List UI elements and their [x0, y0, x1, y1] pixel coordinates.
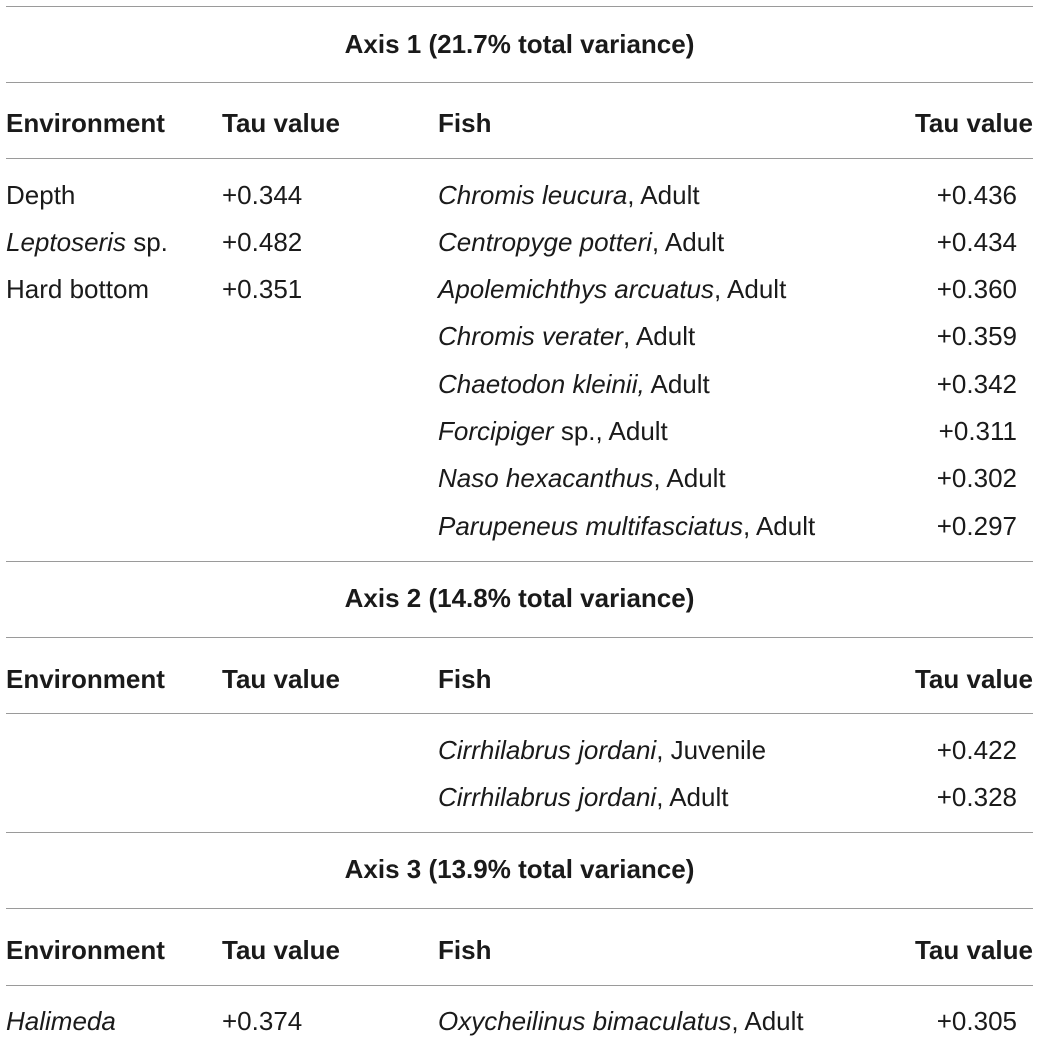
- header-env-tau: Tau value: [222, 664, 341, 694]
- tau-value-table: [6, 0, 1033, 1042]
- header-env-tau: Tau value: [222, 108, 341, 138]
- env-tau: +0.351: [222, 274, 303, 304]
- fish-tau: +0.422: [936, 735, 1017, 765]
- env-name: Depth: [6, 180, 76, 210]
- rule-line: [6, 908, 1033, 909]
- header-environment: Environment: [6, 935, 165, 965]
- fish-stage: sp., Adult: [553, 416, 668, 446]
- fish-tau: +0.297: [936, 511, 1017, 541]
- rule-line: [6, 6, 1033, 7]
- fish-species: Chromis verater: [438, 321, 623, 351]
- header-environment: Environment: [6, 108, 165, 138]
- axis-3-title: Axis 3 (13.9% total variance): [344, 854, 695, 884]
- header-fish-tau: Tau value: [914, 108, 1033, 138]
- fish-species: Cirrhilabrus jordani: [438, 735, 657, 765]
- header-fish: Fish: [438, 935, 492, 965]
- fish-stage: , Adult: [714, 274, 787, 304]
- header-environment: Environment: [6, 664, 165, 694]
- fish-stage: , Adult: [656, 782, 729, 812]
- rule-line: [6, 832, 1033, 833]
- env-row: [6, 1006, 116, 1036]
- env-tau: +0.344: [222, 180, 303, 210]
- fish-stage: , Adult: [627, 180, 700, 210]
- fish-species: Centropyge potteri: [438, 227, 652, 257]
- fish-stage: , Adult: [651, 227, 725, 257]
- fish-row: [438, 463, 726, 493]
- env-name: Leptoseris: [6, 227, 126, 257]
- env-row: [6, 227, 168, 257]
- rule-line: [6, 561, 1033, 562]
- rule-line: [6, 985, 1033, 986]
- env-name: Halimeda: [6, 1006, 116, 1036]
- header-fish-tau: Tau value: [914, 664, 1033, 694]
- env-name-suffix: sp.: [125, 227, 168, 257]
- fish-stage: , Adult: [742, 511, 816, 541]
- rule-line: [6, 637, 1033, 638]
- fish-row: [438, 511, 815, 541]
- rule-line: [6, 713, 1033, 714]
- fish-species: Apolemichthys arcuatus: [438, 274, 715, 304]
- fish-row: [438, 274, 786, 304]
- fish-tau: +0.342: [936, 369, 1017, 399]
- fish-tau: +0.360: [936, 274, 1017, 304]
- rule-line: [6, 82, 1033, 83]
- fish-row: [438, 416, 668, 446]
- axis-1-title: Axis 1 (21.7% total variance): [344, 29, 695, 59]
- fish-row: [438, 227, 724, 257]
- fish-row: [438, 180, 700, 210]
- fish-tau: +0.434: [936, 227, 1017, 257]
- fish-stage: , Adult: [622, 321, 696, 351]
- env-row: [6, 180, 75, 210]
- fish-tau: +0.328: [936, 782, 1017, 812]
- fish-species: Cirrhilabrus jordani: [438, 782, 657, 812]
- fish-species: Forcipiger: [438, 416, 554, 446]
- fish-species: Parupeneus multifasciatus: [438, 511, 743, 541]
- fish-stage: Adult: [644, 369, 710, 399]
- fish-tau: +0.359: [936, 321, 1017, 351]
- header-fish: Fish: [438, 108, 492, 138]
- env-tau: +0.482: [222, 227, 303, 257]
- fish-species: Naso hexacanthus: [438, 463, 654, 493]
- header-fish-tau: Tau value: [914, 935, 1033, 965]
- fish-row: [438, 735, 766, 765]
- fish-tau: +0.305: [936, 1006, 1017, 1036]
- env-name: Hard bottom: [6, 274, 150, 304]
- fish-species: Chaetodon kleinii,: [438, 369, 645, 399]
- fish-row: [438, 321, 695, 351]
- env-row: [6, 274, 149, 304]
- fish-tau: +0.311: [938, 416, 1017, 446]
- fish-species: Oxycheilinus bimaculatus: [438, 1006, 732, 1036]
- fish-row: [438, 1006, 804, 1036]
- fish-stage: , Adult: [653, 463, 726, 493]
- env-tau: +0.374: [222, 1006, 303, 1036]
- axis-2-title: Axis 2 (14.8% total variance): [344, 583, 695, 613]
- fish-tau: +0.302: [936, 463, 1017, 493]
- fish-species: Chromis leucura: [438, 180, 628, 210]
- rule-line: [6, 158, 1033, 159]
- header-env-tau: Tau value: [222, 935, 341, 965]
- fish-stage: , Adult: [731, 1006, 804, 1036]
- fish-tau: +0.436: [936, 180, 1017, 210]
- fish-stage: , Juvenile: [656, 735, 767, 765]
- fish-row: [438, 369, 710, 399]
- header-fish: Fish: [438, 664, 492, 694]
- fish-row: [438, 782, 728, 812]
